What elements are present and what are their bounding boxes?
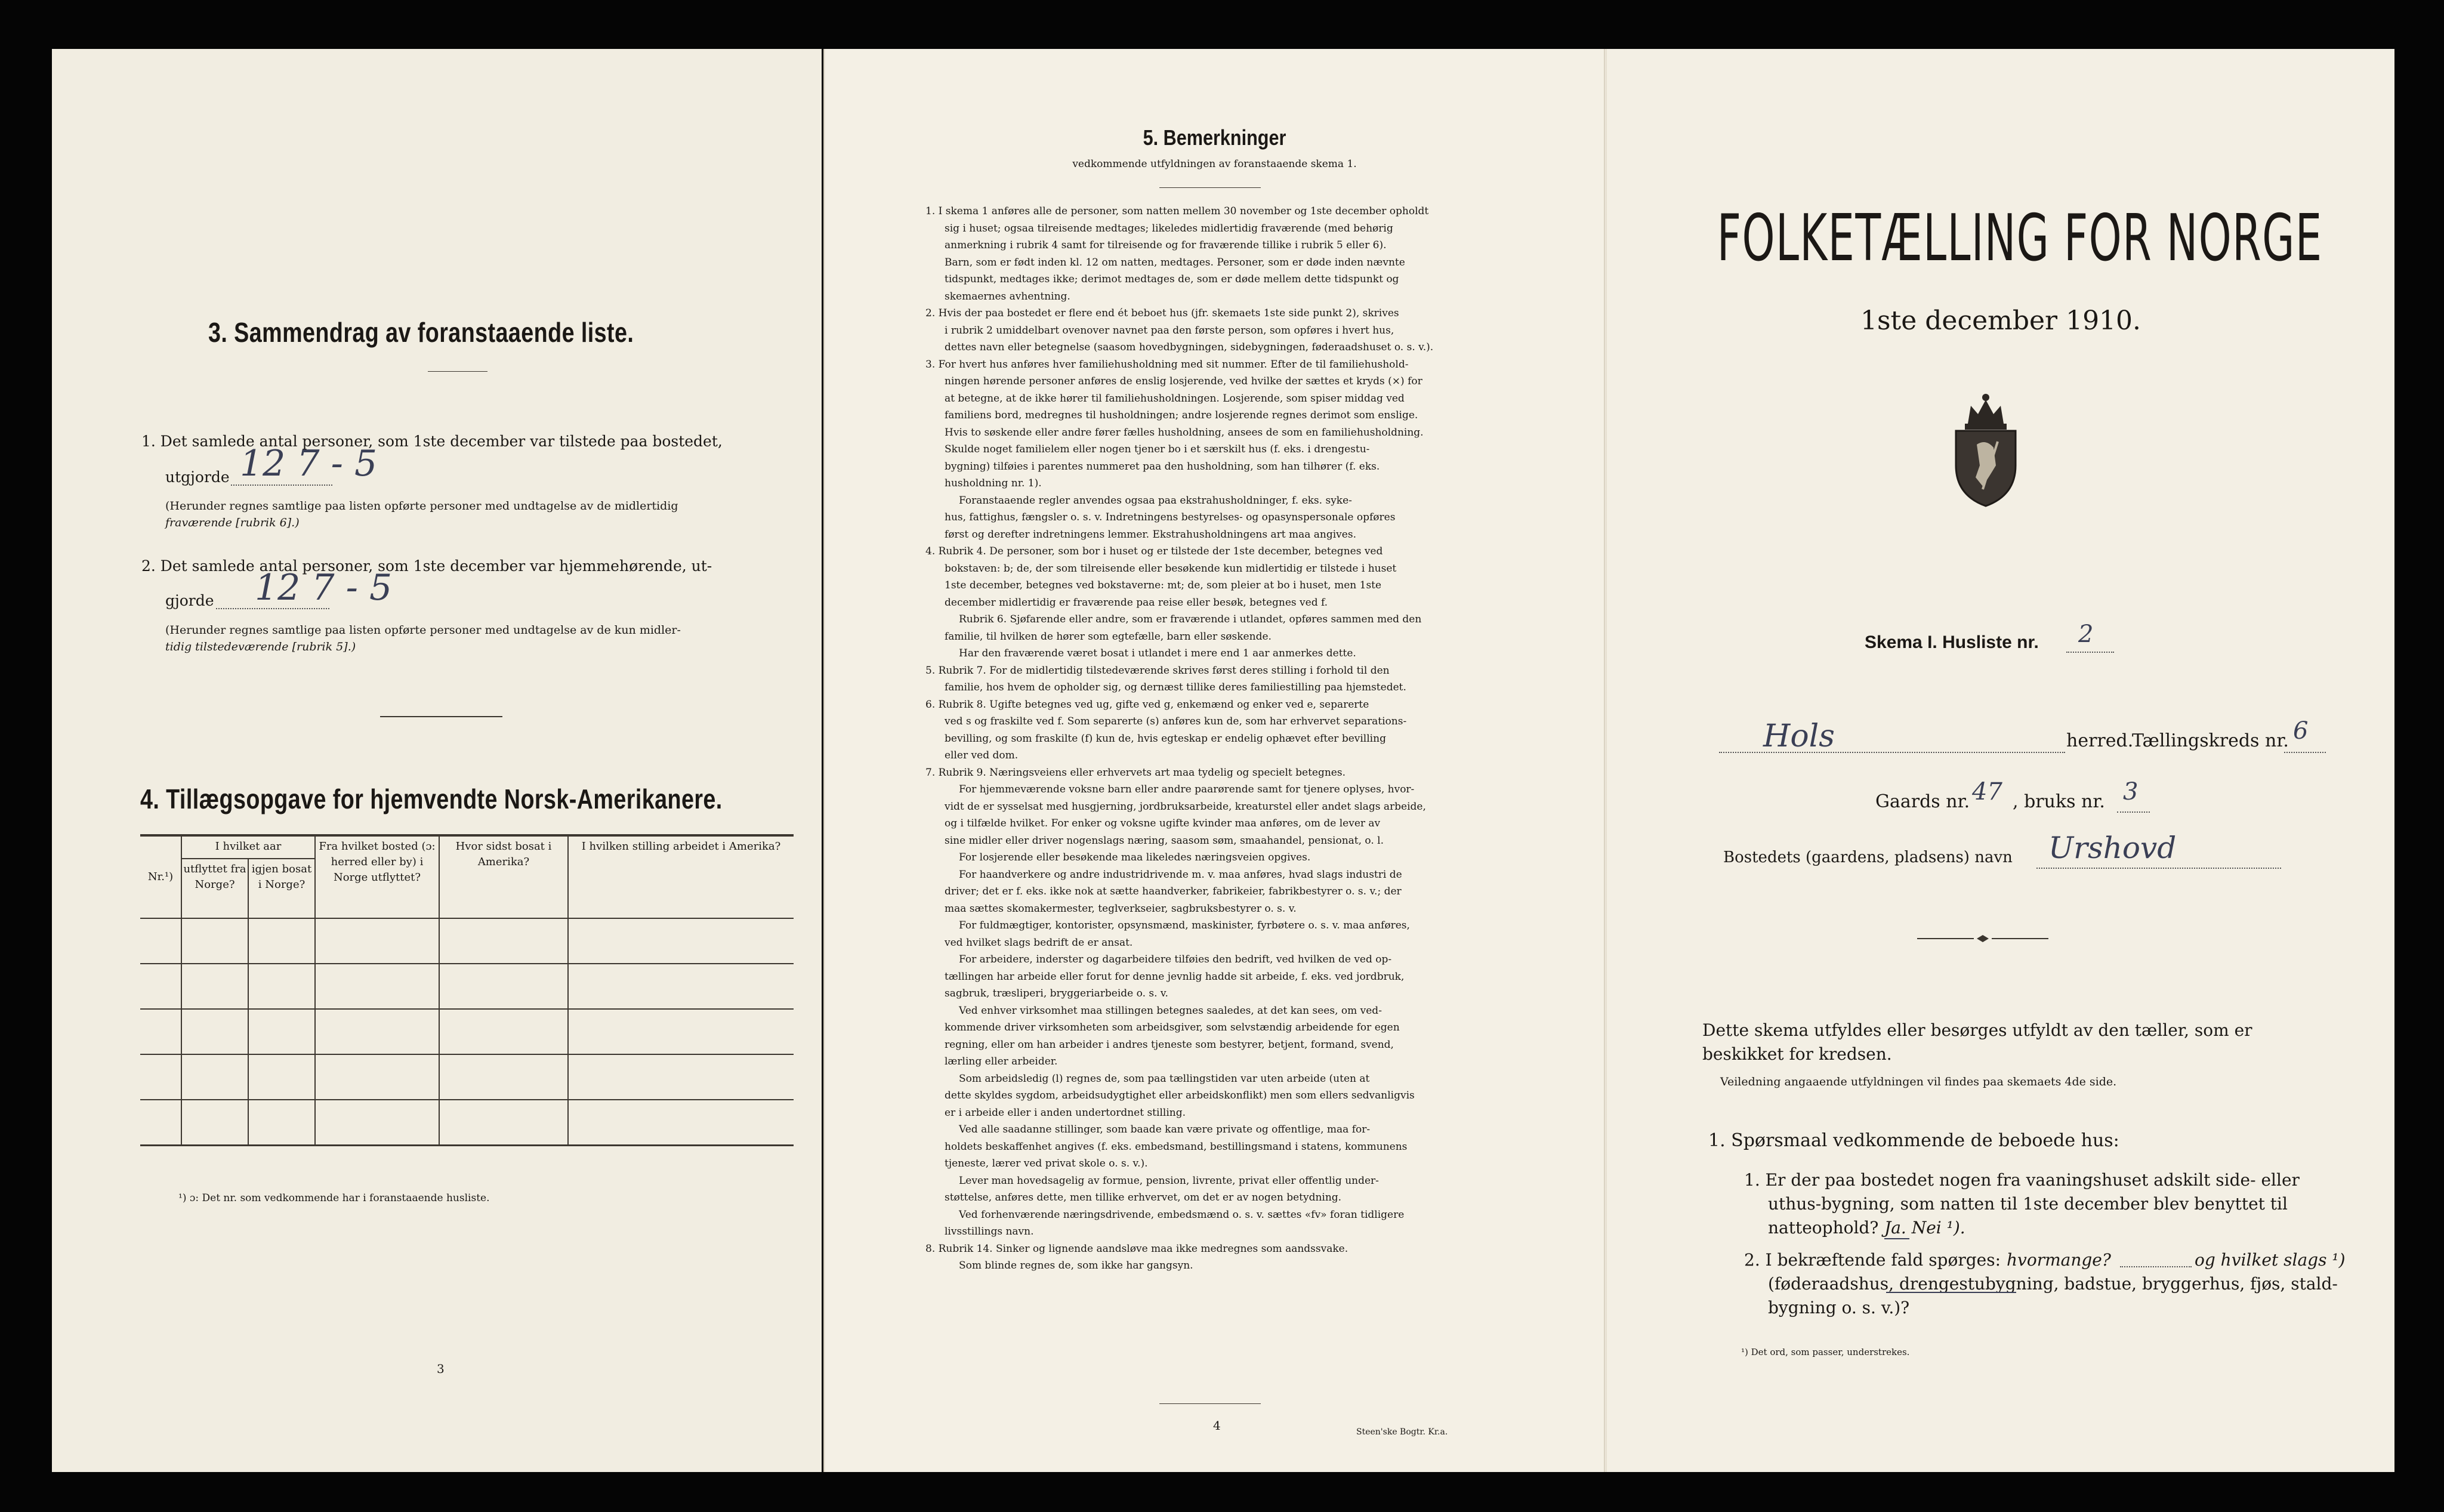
- dotted-line: [2117, 811, 2150, 813]
- table-header-row: [140, 836, 794, 859]
- remarks-line: For hjemmeværende voksne barn eller andre paarørende samt for tjenere oplyses, hvor-: [959, 783, 1415, 795]
- remarks-line: at betegne, at de ikke hører til familiehusholdningen. Losjerende, som spiser middag ved: [945, 392, 1405, 405]
- page-number: 4: [1213, 1418, 1221, 1433]
- remarks-line: i rubrik 2 umiddelbart ovenover navnet paa den første person, som opføres i hvert hus,: [945, 324, 1394, 337]
- remarks-line: driver; det er f. eks. ikke nok at sætte haandverker, fabrikeier, fabrikbestyrer o. s. v.; der: [945, 885, 1402, 897]
- footnote: ¹) Det ord, som passer, understrekes.: [1741, 1347, 1910, 1357]
- header-sidst-bosat: Hvor sidst bosat i Amerika?: [439, 836, 568, 918]
- item-1-note: (Herunder regnes samtlige paa listen opførte personer med undtagelse av de midlertidig: [165, 499, 678, 513]
- question-2-slags: og hvilket slags ¹): [2195, 1250, 2346, 1270]
- dotted-line: [2284, 752, 2326, 753]
- gaards-label: Gaards nr.: [1875, 791, 1970, 812]
- remarks-line: husholdning nr. 1).: [945, 477, 1042, 489]
- question-2-line-2: (føderaadshus, drengestubygning, badstue, bryggerhus, fjøs, stald-: [1768, 1274, 2338, 1294]
- remarks-title: 5. Bemerkninger: [1143, 125, 1286, 150]
- table-row: [140, 1054, 794, 1100]
- remarks-line: For fuldmægtiger, kontorister, opsynsmænd, maskinister, fyrbøtere o. s. v. maa anføres,: [959, 919, 1410, 931]
- remarks-line: 3. For hvert hus anføres hver familiehusholdning med sit nummer. Efter de til familiehushold-: [925, 358, 1409, 371]
- herred-label: herred.: [2066, 730, 2134, 751]
- divider: [1159, 1403, 1261, 1404]
- table-row: [140, 1009, 794, 1054]
- remarks-line: anmerkning i rubrik 4 samt for tilreisende og for fraværende tillike i rubrik 5 eller 6).: [945, 239, 1387, 251]
- question-1-answer: Ja. Nei ¹).: [1884, 1218, 1965, 1238]
- remarks-line: og i tilfælde hvilket. For enker og voksne ugifte kvinder maa anføres, om de lever av: [945, 817, 1381, 829]
- remarks-line: sagbruk, træsliperi, bryggeriarbeide o. s. v.: [945, 988, 1168, 999]
- table-row: [140, 918, 794, 964]
- remarks-line: 1ste december, betegnes ved bokstaverne: mt; de, som pleier at bo i huset, men 1ste: [945, 579, 1382, 591]
- remarks-line: december midlertidig er fraværende paa reise eller besøk, betegnes ved f.: [945, 596, 1328, 609]
- remarks-line: Hvis to søskende eller andre fører fælles husholdning, ansees de som en familiehusholdning.: [945, 426, 1424, 439]
- item-1-text: 1. Det samlede antal personer, som 1ste december var tilstede paa bostedet,: [141, 433, 723, 450]
- divider: [380, 716, 502, 717]
- remarks-line: bokstaven: b; de, der som tilreisende eller besøkende kun midlertidig er tilstede i huset: [945, 562, 1397, 575]
- remarks-line: kommende driver virksomheten som arbeidsgiver, som selvstændig arbeidende for egen: [945, 1022, 1400, 1033]
- remarks-line: er i arbeide eller i anden undertordnet stilling.: [945, 1106, 1186, 1119]
- remarks-line: Har den fraværende været bosat i utlandet i mere end 1 aar anmerkes dette.: [959, 647, 1356, 659]
- bruks-label: , bruks nr.: [2013, 791, 2105, 812]
- census-date: 1ste december 1910.: [1860, 306, 2141, 336]
- remarks-line: 7. Rubrik 9. Næringsveiens eller erhvervets art maa tydelig og specielt betegnes.: [925, 766, 1346, 779]
- header-nr: Nr.¹): [140, 836, 181, 918]
- question-2-line-3: bygning o. s. v.)?: [1768, 1298, 1910, 1317]
- remarks-line: ningen hørende personer anføres de enslig losjerende, ved hvilke der sættes et kryds (×) for: [945, 375, 1422, 387]
- header-group: I hvilket aar: [181, 836, 315, 859]
- remarks-line: Rubrik 6. Sjøfarende eller andre, som er fraværende i utlandet, opføres sammen med den: [959, 613, 1422, 625]
- remarks-line: For haandverkere og andre industridrivende m. v. maa anføres, hvad slags industri de: [959, 868, 1402, 881]
- remarks-line: tjeneste, lærer ved privat skole o. s. v.).: [945, 1158, 1148, 1170]
- header-utflyttet: utflyttet fra Norge?: [181, 859, 248, 918]
- question-2-hvormange: hvormange?: [2007, 1250, 2111, 1270]
- header-fra-bosted: Fra hvilket bosted (ɔ: herred eller by) i Norge utflyttet?: [315, 836, 439, 918]
- item-2-note: (Herunder regnes samtlige paa listen opførte personer med undtagelse av de kun midler-: [165, 624, 681, 637]
- norway-coat-of-arms-icon: [1941, 388, 2031, 507]
- bosted-value: Urshovd: [2048, 831, 2177, 865]
- item-2-text: 2. Det samlede antal personer, som 1ste december var hjemmehørende, ut-: [141, 557, 712, 575]
- bruks-value: 3: [2123, 778, 2138, 806]
- remarks-line: 1. I skema 1 anføres alle de personer, som natten mellem 30 november og 1ste december opholdt: [925, 205, 1429, 217]
- answer-underline: [1886, 1292, 2016, 1293]
- bosted-label: Bostedets (gaardens, pladsens) navn: [1723, 848, 2013, 866]
- remarks-line: 8. Rubrik 14. Sinker og lignende aandsløve maa ikke medregnes som aandssvake.: [925, 1242, 1348, 1255]
- question-1-line-2: uthus-bygning, som natten til 1ste december blev benyttet til: [1768, 1194, 2288, 1214]
- section-4-title: 4. Tillægsopgave for hjemvendte Norsk-Amerikanere.: [140, 783, 723, 814]
- remarks-line: familie, hos hvem de opholder sig, og dernæst tillike deres familiestilling paa hjemstedet.: [945, 681, 1406, 693]
- item-1-handwritten-count: 12 7 - 5: [240, 443, 378, 485]
- remarks-line: dettes navn eller betegnelse (saasom hovedbygningen, sidebygningen, føderaadshuset o. s. v.).: [945, 341, 1434, 353]
- kreds-value: 6: [2293, 717, 2309, 745]
- question-1-line-3: natteophold?: [1768, 1218, 1879, 1238]
- remarks-line: 6. Rubrik 8. Ugifte betegnes ved ug, gifte ved g, enkemænd og enker ved e, separerte: [925, 698, 1369, 711]
- remarks-line: Ved alle saadanne stillinger, som baade kan være private og offentlige, maa for-: [959, 1124, 1371, 1135]
- remarks-line: støttelse, anføres dette, men tillike erhvervet, om det er av nogen betydning.: [945, 1192, 1342, 1204]
- dotted-line: [2036, 868, 2281, 869]
- dotted-line: [2120, 1266, 2192, 1267]
- header-igjen: igjen bosat i Norge?: [248, 859, 315, 918]
- remarks-line: For losjerende eller besøkende maa likeledes næringsveien opgives.: [959, 851, 1311, 863]
- questions-header: 1. Spørsmaal vedkommende de beboede hus:: [1708, 1130, 2119, 1151]
- dotted-line: [231, 485, 332, 486]
- remarks-line: 4. Rubrik 4. De personer, som bor i huset og er tilstede der 1ste december, betegnes ved: [925, 545, 1383, 557]
- item-2-note-2: tidig tilstedeværende [rubrik 5].): [165, 640, 356, 653]
- remarks-subtitle: vedkommende utfyldningen av foranstaaende skema 1.: [1072, 158, 1357, 170]
- remarks-line: Som blinde regnes de, som ikke har gangsyn.: [959, 1260, 1193, 1272]
- printer-imprint: Steen'ske Bogtr. Kr.a.: [1356, 1427, 1448, 1437]
- remarks-line: tællingen har arbeide eller forut for denne jevnlig hadde sit arbeide, f. eks. ved jordbruk,: [945, 970, 1405, 983]
- ornament-divider-icon: [1917, 934, 2048, 943]
- husliste-nr-value: 2: [2078, 621, 2094, 648]
- remarks-line: sig i huset; ogsaa tilreisende medtages; likeledes midlertidig fraværende (med behørig: [945, 222, 1393, 234]
- remarks-line: Foranstaaende regler anvendes ogsaa paa ekstrahusholdninger, f. eks. syke-: [959, 494, 1352, 507]
- page-3: [52, 49, 822, 1472]
- item-1-label: utgjorde: [165, 468, 230, 486]
- remarks-line: Barn, som er født inden kl. 12 om natten, medtages. Personer, som er døde inden nævnte: [945, 256, 1405, 269]
- header-stilling: I hvilken stilling arbeidet i Amerika?: [568, 836, 794, 918]
- remarks-line: For arbeidere, inderster og dagarbeidere tilføies den bedrift, ved hvilken de ved op-: [959, 954, 1392, 965]
- answer-underline: [1884, 1238, 1909, 1239]
- gaards-value: 47: [1972, 778, 2002, 806]
- remarks-line: dette skyldes sygdom, arbeidsudygtighet eller arbeidskonflikt) men som ellers sedvanligvis: [945, 1090, 1415, 1101]
- table-row: [140, 964, 794, 1009]
- remarks-line: ved s og fraskilte ved f. Som separerte (s) anføres kun de, som har erhvervet separations-: [945, 715, 1407, 727]
- census-title: FOLKETÆLLING FOR NORGE: [1717, 201, 2323, 276]
- remarks-text: [925, 203, 1522, 1275]
- remarks-line: Som arbeidsledig (l) regnes de, som paa tællingstiden var uten arbeide (uten at: [959, 1072, 1370, 1085]
- intro-text-1: Dette skema utfyldes eller besørges utfyldt av den tæller, som er: [1702, 1020, 2252, 1040]
- question-2-line-1: 2. I bekræftende fald spørges:: [1744, 1250, 2001, 1270]
- page-1: [1607, 49, 2394, 1472]
- item-2-label: gjorde: [165, 592, 214, 609]
- item-2-handwritten-count: 12 7 - 5: [255, 567, 393, 609]
- remarks-line: vidt de er sysselsat med husgjerning, jordbruksarbeide, kreaturstel eller andet slags arbeide,: [945, 800, 1426, 813]
- intro-note: Veiledning angaaende utfyldningen vil findes paa skemaets 4de side.: [1720, 1075, 2117, 1088]
- remarks-line: først og derefter indretningens lemmer. Ekstrahusholdningens art maa angives.: [945, 528, 1356, 541]
- remarks-line: familie, til hvilken de hører som egtefælle, barn eller søskende.: [945, 630, 1272, 643]
- remarks-line: Ved enhver virksomhet maa stillingen betegnes saaledes, at det kan sees, om ved-: [959, 1004, 1382, 1017]
- kreds-label: Tællingskreds nr.: [2132, 730, 2289, 751]
- remarks-line: ved hvilket slags bedrift de er ansat.: [945, 936, 1133, 949]
- remarks-line: 5. Rubrik 7. For de midlertidig tilstedeværende skrives først deres stilling i forhold til den: [925, 664, 1390, 677]
- remarks-line: familiens bord, medregnes til husholdningen; andre losjerende regnes derimot som enslige.: [945, 409, 1418, 421]
- remarks-line: maa sættes skomakermester, teglverkseier, sagbruksbestyrer o. s. v.: [945, 902, 1297, 915]
- remarks-line: Lever man hovedsagelig av formue, pension, livrente, privat eller offentlig under-: [959, 1174, 1379, 1187]
- remarks-line: livsstillings navn.: [945, 1226, 1034, 1238]
- remarks-line: hus, fattighus, fængsler o. s. v. Indretningens bestyrelses- og opasynspersonale opføres: [945, 511, 1396, 523]
- remarks-line: skemaernes avhentning.: [945, 290, 1070, 303]
- remarks-line: 2. Hvis der paa bostedet er flere end ét beboet hus (jfr. skemaets 1ste side punkt 2), skrives: [925, 307, 1399, 319]
- page-number: 3: [437, 1362, 445, 1376]
- page-4: [825, 49, 1604, 1472]
- remarks-line: holdets beskaffenhet angives (f. eks. embedsmand, bestillingsmand i statens, kommunens: [945, 1140, 1408, 1153]
- skema-label: Skema I. Husliste nr.: [1865, 632, 2039, 652]
- remarks-line: bevilling, og som fraskilte (f) kun de, hvis egteskap er endelig ophævet efter bevilling: [945, 732, 1386, 745]
- remarks-line: regning, eller om han arbeider i andres tjeneste som bestyrer, betjent, formand, svend,: [945, 1038, 1394, 1051]
- remarks-line: bygning) tilføies i parentes nummeret paa den husholdning, som han tilhører (f. eks.: [945, 460, 1380, 473]
- item-1-note-2: fraværende [rubrik 6].): [165, 516, 300, 529]
- herred-value: Hols: [1763, 718, 1835, 754]
- remarks-line: Ved forhenværende næringsdrivende, embedsmænd o. s. v. sættes «fv» foran tidligere: [959, 1208, 1405, 1221]
- norsk-amerikanere-table: [140, 835, 794, 1146]
- divider: [428, 371, 487, 372]
- remarks-line: eller ved dom.: [945, 749, 1019, 761]
- remarks-line: tidspunkt, medtages ikke; derimot medtages de, som er døde mellem dette tidspunkt og: [945, 273, 1399, 285]
- dotted-line: [2066, 652, 2114, 653]
- intro-text-2: beskikket for kredsen.: [1702, 1044, 1892, 1064]
- remarks-line: sine midler eller driver nogenslags næring, saasom søm, smaahandel, pensionat, o. l.: [945, 834, 1384, 847]
- question-1-line-1: 1. Er der paa bostedet nogen fra vaaningshuset adskilt side- eller: [1744, 1170, 2300, 1190]
- remarks-line: lærling eller arbeider.: [945, 1056, 1058, 1067]
- divider: [1159, 187, 1261, 188]
- table-footnote: ¹) ɔ: Det nr. som vedkommende har i foranstaaende husliste.: [178, 1192, 490, 1204]
- remarks-line: Skulde noget familielem eller nogen tjener bo i et særskilt hus (f. eks. i drengestu-: [945, 443, 1370, 455]
- section-3-title: 3. Sammendrag av foranstaaende liste.: [208, 317, 634, 348]
- table-row: [140, 1100, 794, 1146]
